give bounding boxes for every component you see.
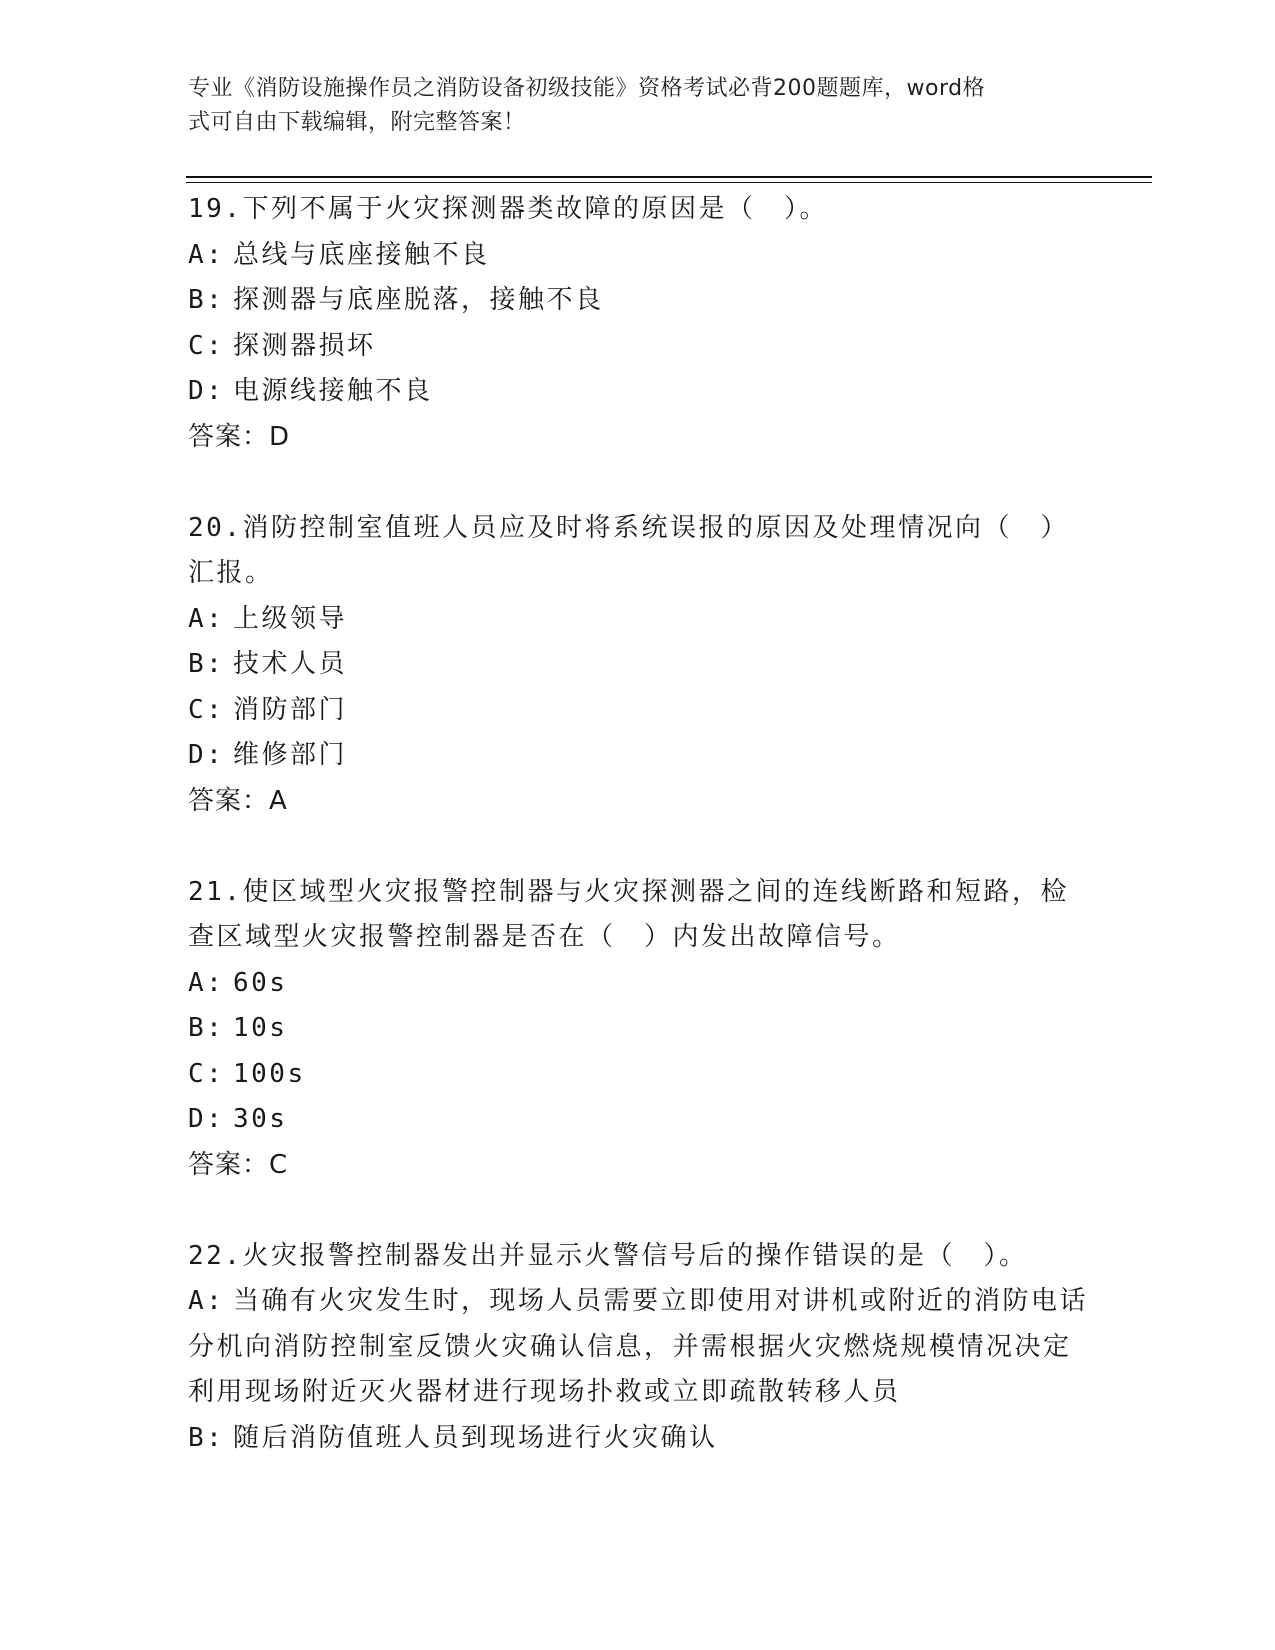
option-key: D: [188, 740, 225, 770]
question-stem: 20.消防控制室值班人员应及时将系统误报的原因及处理情况向（ ）汇报。 [188, 512, 1069, 588]
option-text: 消防部门 [233, 694, 348, 725]
option-b [188, 642, 1088, 688]
answer-line: 答案：D [188, 421, 291, 452]
option-b [188, 278, 1088, 324]
option-c [188, 324, 1088, 370]
option-key: A: [188, 1286, 225, 1316]
option-key: B: [188, 1422, 225, 1453]
question-19 [188, 187, 1088, 460]
header-rule-thick [186, 176, 1152, 178]
option-key: C: [188, 694, 225, 725]
option-text: 维修部门 [233, 740, 348, 770]
option-text: 上级领导 [233, 603, 348, 634]
option-b [188, 1006, 1088, 1052]
option-key: C: [188, 1058, 225, 1089]
header-rule-thin [186, 182, 1152, 183]
option-text: 100s [233, 1058, 306, 1089]
question-list [188, 187, 1088, 1461]
option-key: A: [188, 239, 225, 270]
option-text: 探测器损坏 [233, 330, 376, 361]
answer-line: 答案：C [188, 1149, 289, 1180]
option-key: D: [188, 376, 225, 406]
question-stem: 21.使区域型火灾报警控制器与火灾探测器之间的连线断路和短路，检查区域型火灾报警控制器是否在（ ）内发出故障信号。 [188, 876, 1069, 952]
option-a [188, 233, 1088, 279]
option-text: 电源线接触不良 [233, 376, 433, 406]
option-c [188, 688, 1088, 734]
option-key: D: [188, 1104, 225, 1134]
question-gap [188, 460, 1088, 506]
header-line-2: 式可自由下载编辑，附完整答案！ [188, 110, 526, 135]
option-text: 探测器与底座脱落，接触不良 [233, 285, 604, 315]
option-b [188, 1416, 1088, 1462]
option-text: 当确有火灾发生时，现场人员需要立即使用对讲机或附近的消防电话分机向消防控制室反馈火灾确认信息，并需根据火灾燃烧规模情况决定利用现场附近灭火器材进行现场扑救或立即疏散转移人员 [188, 1286, 1089, 1407]
question-stem: 19.下列不属于火灾探测器类故障的原因是（ ）。 [188, 194, 828, 224]
option-text: 10s [233, 1013, 288, 1043]
option-text: 随后消防值班人员到现场进行火灾确认 [233, 1422, 718, 1453]
header-line-1: 专业《消防设施操作员之消防设备初级技能》资格考试必背200题题库，word格 [188, 76, 986, 101]
question-gap [188, 824, 1088, 870]
question-20 [188, 506, 1088, 825]
option-d [188, 369, 1088, 415]
option-key: A: [188, 967, 225, 998]
option-key: B: [188, 1013, 225, 1043]
option-d [188, 733, 1088, 779]
option-key: A: [188, 603, 225, 634]
document-header [188, 72, 1078, 140]
question-21 [188, 870, 1088, 1189]
option-a [188, 961, 1088, 1007]
option-text: 60s [233, 967, 288, 998]
option-text: 技术人员 [233, 649, 348, 679]
option-a [188, 597, 1088, 643]
question-22 [188, 1234, 1088, 1462]
option-text: 30s [233, 1104, 288, 1134]
option-c [188, 1052, 1088, 1098]
option-a [188, 1279, 1088, 1416]
answer-line: 答案：A [188, 785, 288, 816]
option-key: B: [188, 649, 225, 679]
question-gap [188, 1188, 1088, 1234]
option-text: 总线与底座接触不良 [233, 239, 490, 270]
option-key: C: [188, 330, 225, 361]
option-key: B: [188, 285, 225, 315]
option-d [188, 1097, 1088, 1143]
question-stem: 22.火灾报警控制器发出并显示火警信号后的操作错误的是（ ）。 [188, 1240, 1028, 1271]
